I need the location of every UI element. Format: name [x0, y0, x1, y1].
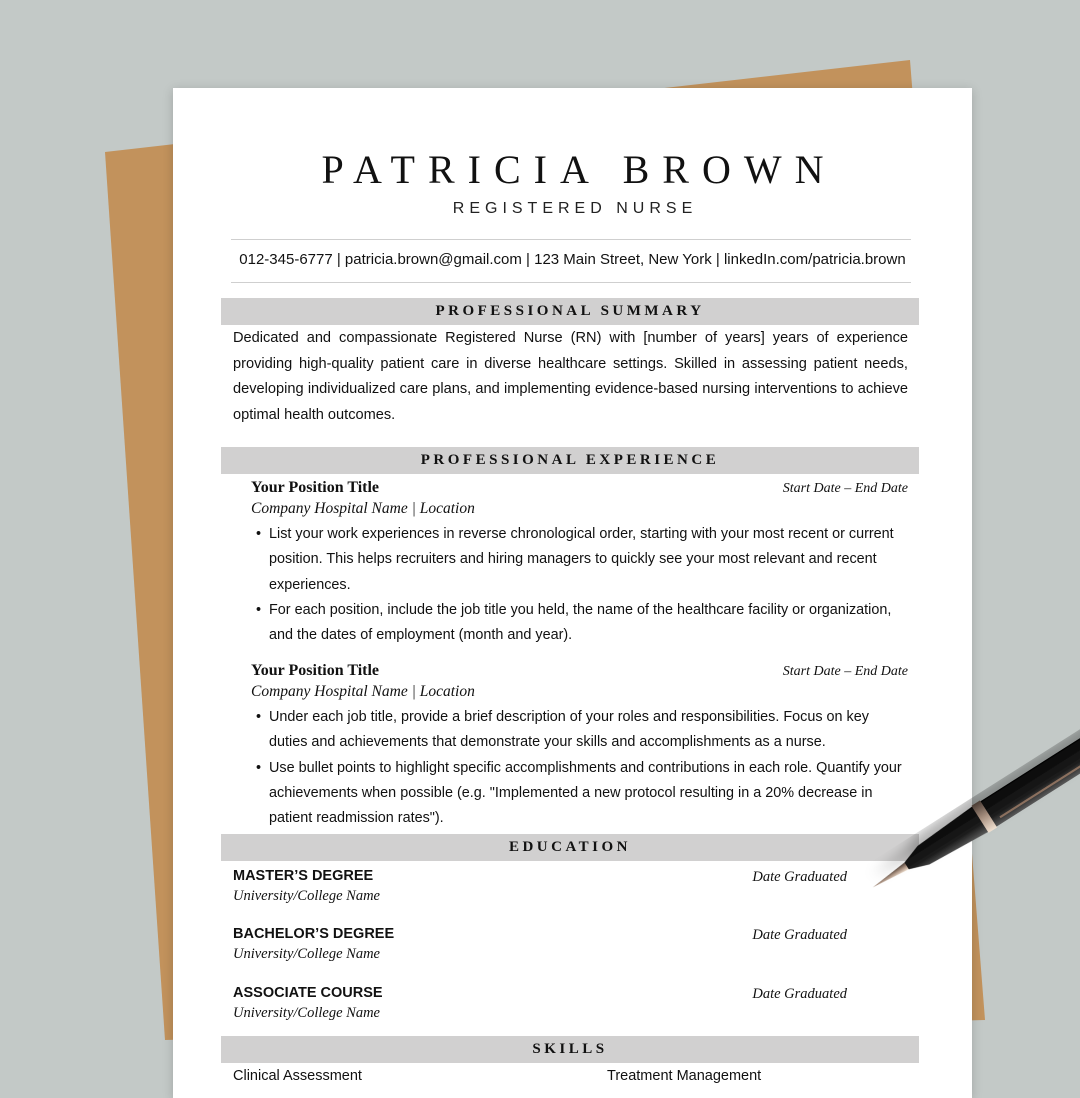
section-header-skills: SKILLS	[221, 1036, 919, 1063]
job-company: Company Hospital Name | Location	[251, 500, 475, 517]
job-bullet: • List your work experiences in reverse chronological order, starting with your most recent or current position. This helps recruiters and hiring managers to quickly see your most relevant and recent experiences.	[269, 522, 909, 598]
section-header-education: EDUCATION	[221, 834, 919, 861]
resume-name: PATRICIA BROWN	[321, 147, 837, 192]
skill-item: Clinical Assessment	[233, 1068, 362, 1084]
contact-line: 012-345-6777 | patricia.brown@gmail.com | 123 Main Street, New York | linkedIn.com/patricia.brown	[239, 251, 906, 268]
degree-name: ASSOCIATE COURSE	[233, 985, 383, 1001]
summary-text: Dedicated and compassionate Registered Nurse (RN) with [number of years] years of experience providing high-quality patient care in diverse healthcare settings. Skilled in assessing patient needs, developing individualized care plans, and implementing evidence-based nursing interventions to achieve optimal health outcomes.	[233, 330, 908, 423]
job-dates: Start Date – End Date	[782, 664, 908, 679]
section-header-summary: PROFESSIONAL SUMMARY	[221, 298, 919, 325]
job-position: Your Position Title	[251, 662, 380, 679]
job-dates: Start Date – End Date	[782, 481, 908, 496]
job-bullet: • Use bullet points to highlight specific accomplishments and contributions in each role. Quantify your achievements when possible (e.g. "Implemented a new protocol resulting in a 20% decrease in patient readmission rates").	[269, 756, 909, 832]
school-name: University/College Name	[233, 946, 380, 962]
job-bullet: • For each position, include the job title you held, the name of the healthcare facility or organization, and the dates of employment (month and year).	[269, 598, 909, 649]
resume-title: REGISTERED NURSE	[452, 200, 698, 217]
divider	[231, 239, 911, 240]
school-name: University/College Name	[233, 888, 380, 904]
skill-item: Treatment Management	[607, 1068, 762, 1084]
resume-page	[173, 88, 972, 1098]
job-bullets	[269, 522, 909, 648]
school-name: University/College Name	[233, 1005, 380, 1021]
job-bullet: • Under each job title, provide a brief description of your roles and responsibilities. Focus on key duties and achievements that demonstrate your skills and accomplishments as a nurse.	[269, 705, 909, 756]
job-bullets	[269, 705, 909, 831]
graduation-date: Date Graduated	[752, 869, 847, 885]
graduation-date: Date Graduated	[752, 927, 847, 943]
job-position: Your Position Title	[251, 479, 380, 496]
degree-name: MASTER’S DEGREE	[233, 868, 374, 884]
divider	[231, 282, 911, 283]
job-company: Company Hospital Name | Location	[251, 683, 475, 700]
section-header-experience: PROFESSIONAL EXPERIENCE	[221, 447, 919, 474]
degree-name: BACHELOR’S DEGREE	[233, 926, 395, 942]
graduation-date: Date Graduated	[752, 986, 847, 1002]
